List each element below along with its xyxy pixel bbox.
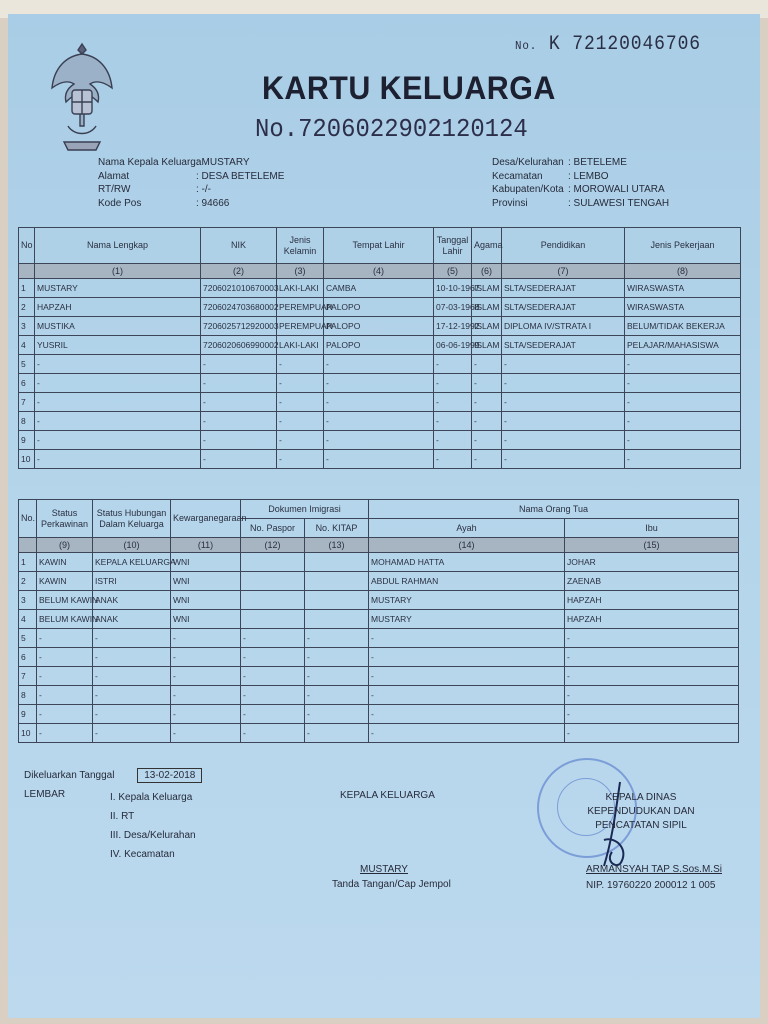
col-index: (2) — [201, 264, 277, 279]
col-index: (11) — [171, 538, 241, 553]
column-index-row — [19, 264, 741, 279]
table-cell: WIRASWASTA — [625, 279, 741, 298]
table-cell: - — [472, 431, 502, 450]
info-label: RT/RW — [98, 184, 131, 195]
table-cell: - — [93, 667, 171, 686]
table-row — [19, 705, 739, 724]
table-cell: 3 — [19, 317, 35, 336]
col-header: Jenis Pekerjaan — [625, 228, 741, 264]
table-cell: PEREMPUAN — [277, 298, 324, 317]
table-cell: BELUM KAWIN — [37, 610, 93, 629]
table-cell: - — [434, 431, 472, 450]
official-nip: NIP. 19760220 200012 1 005 — [586, 880, 716, 891]
table-cell — [241, 610, 305, 629]
info-row — [98, 156, 284, 170]
lembar-item: I. Kepala Keluarga — [110, 792, 193, 803]
col-index: (12) — [241, 538, 305, 553]
info-value: : MUSTARY — [196, 157, 250, 168]
info-value: : BETELEME — [568, 157, 627, 168]
table-cell — [305, 610, 369, 629]
table-cell: - — [565, 629, 739, 648]
table-cell: PELAJAR/MAHASISWA — [625, 336, 741, 355]
table-cell: - — [625, 431, 741, 450]
garuda-emblem-icon — [46, 38, 118, 158]
table-cell: BELUM/TIDAK BEKERJA — [625, 317, 741, 336]
table-cell: 10 — [19, 450, 35, 469]
table-cell: ISTRI — [93, 572, 171, 591]
table-cell: WNI — [171, 553, 241, 572]
table-cell: - — [565, 705, 739, 724]
table-cell: - — [565, 667, 739, 686]
table-cell: - — [625, 355, 741, 374]
table-cell: - — [369, 629, 565, 648]
info-label: Provinsi — [492, 197, 528, 209]
table-cell: PALOPO — [324, 317, 434, 336]
table-cell: - — [565, 724, 739, 743]
table-cell — [241, 553, 305, 572]
table-cell: WNI — [171, 591, 241, 610]
table-cell: 8 — [19, 412, 35, 431]
table-header-row — [19, 500, 739, 519]
table-row — [19, 724, 739, 743]
table-cell: - — [93, 629, 171, 648]
table-cell: - — [241, 629, 305, 648]
table-cell: - — [241, 667, 305, 686]
table-cell: ISLAM — [472, 298, 502, 317]
table-cell: - — [35, 374, 201, 393]
issued-date — [24, 768, 202, 783]
table-cell: 5 — [19, 629, 37, 648]
table-cell: MUSTIKA — [35, 317, 201, 336]
table-cell: - — [93, 724, 171, 743]
col-header: Status Perkawinan — [37, 500, 93, 538]
table-cell: - — [324, 431, 434, 450]
table-cell: - — [277, 393, 324, 412]
table-cell: - — [472, 355, 502, 374]
table-cell: - — [37, 724, 93, 743]
table-cell: - — [434, 374, 472, 393]
table-cell: SLTA/SEDERAJAT — [502, 336, 625, 355]
table-cell: - — [277, 450, 324, 469]
table-row — [19, 393, 741, 412]
table-cell: - — [171, 629, 241, 648]
table-cell: - — [93, 705, 171, 724]
issued-label: Dikeluarkan Tanggal — [24, 770, 115, 781]
info-label: Kecamatan — [492, 170, 543, 182]
info-row — [98, 197, 284, 211]
table-cell: - — [625, 393, 741, 412]
table-row — [19, 686, 739, 705]
table-cell: MOHAMAD HATTA — [369, 553, 565, 572]
table-cell: - — [277, 374, 324, 393]
table-cell: ISLAM — [472, 279, 502, 298]
table-cell: 6 — [19, 374, 35, 393]
table-row — [19, 648, 739, 667]
table-cell: - — [565, 648, 739, 667]
table-cell: - — [277, 355, 324, 374]
table-cell: 1 — [19, 553, 37, 572]
table-row — [19, 355, 741, 374]
issued-value: 13-02-2018 — [137, 768, 202, 783]
col-index: (1) — [35, 264, 201, 279]
col-index: (3) — [277, 264, 324, 279]
info-label: Nama Kepala Keluarga — [98, 157, 202, 168]
table-cell: - — [241, 686, 305, 705]
table-cell: WNI — [171, 572, 241, 591]
lembar-label: LEMBAR — [24, 789, 66, 800]
col-header: Status Hubungan Dalam Keluarga — [93, 500, 171, 538]
table-cell: - — [201, 393, 277, 412]
col-header: Pendidikan — [502, 228, 625, 264]
info-row — [492, 183, 669, 197]
table-cell: - — [35, 450, 201, 469]
info-value: : LEMBO — [568, 170, 609, 182]
table-cell: - — [277, 431, 324, 450]
table-cell: - — [37, 667, 93, 686]
col-header: Jenis Kelamin — [277, 228, 324, 264]
table-cell: - — [324, 393, 434, 412]
table-cell: - — [369, 686, 565, 705]
table-row — [19, 450, 741, 469]
table-row — [19, 336, 741, 355]
table-cell: - — [625, 374, 741, 393]
table-cell: - — [502, 450, 625, 469]
table-cell: MUSTARY — [369, 591, 565, 610]
info-label: Desa/Kelurahan — [492, 157, 564, 168]
col-header: Tempat Lahir — [324, 228, 434, 264]
table-header-row — [19, 228, 741, 264]
col-header: No — [19, 228, 35, 264]
table-row — [19, 431, 741, 450]
table-cell: 10 — [19, 724, 37, 743]
info-label: Kabupaten/Kota — [492, 184, 564, 195]
info-value: : -/- — [196, 184, 211, 195]
table-cell: - — [305, 667, 369, 686]
table-cell: - — [324, 412, 434, 431]
table-cell: - — [472, 412, 502, 431]
table-cell: PALOPO — [324, 336, 434, 355]
table-cell: - — [369, 724, 565, 743]
col-header: No. KITAP — [305, 519, 369, 538]
info-row — [492, 197, 669, 211]
table-row — [19, 298, 741, 317]
table-cell: 06-06-1999 — [434, 336, 472, 355]
table-cell: - — [324, 355, 434, 374]
table-cell: - — [35, 412, 201, 431]
col-index: (14) — [369, 538, 565, 553]
table-cell: 8 — [19, 686, 37, 705]
table-cell: - — [305, 686, 369, 705]
table-cell: - — [369, 705, 565, 724]
table-cell: ABDUL RAHMAN — [369, 572, 565, 591]
table-cell: 9 — [19, 431, 35, 450]
table-row — [19, 610, 739, 629]
table-cell: - — [502, 374, 625, 393]
table-cell: - — [37, 686, 93, 705]
page-title: KARTU KELUARGA — [262, 70, 556, 106]
info-label: Alamat — [98, 170, 130, 182]
col-index: (5) — [434, 264, 472, 279]
col-header: NIK — [201, 228, 277, 264]
col-index — [19, 538, 37, 553]
col-header: Agama — [472, 228, 502, 264]
official-title-line: KEPALA DINAS KEPENDUDUKAN DAN — [587, 792, 695, 817]
table-cell: 3 — [19, 591, 37, 610]
official-name: ARMANSYAH TAP S.Sos.M.Si — [586, 864, 722, 875]
table-cell: 7206025712920003 — [201, 317, 277, 336]
table-cell: - — [171, 686, 241, 705]
table-cell: KAWIN — [37, 553, 93, 572]
serial-prefix: No. — [515, 39, 538, 53]
table-cell: KEPALA KELUARGA — [93, 553, 171, 572]
table-cell: HAPZAH — [565, 610, 739, 629]
card-number: No.7206022902120124 — [255, 114, 528, 144]
table-cell: HAPZAH — [565, 591, 739, 610]
table-cell: - — [171, 667, 241, 686]
table-cell: - — [171, 648, 241, 667]
table-cell: ISLAM — [472, 317, 502, 336]
table-row — [19, 667, 739, 686]
table-row — [19, 572, 739, 591]
table-row — [19, 279, 741, 298]
table-cell — [241, 572, 305, 591]
col-header: Kewarganegaraan — [171, 500, 241, 538]
table-cell: - — [201, 374, 277, 393]
table-cell — [305, 572, 369, 591]
table-cell: - — [35, 431, 201, 450]
table-cell: MUSTARY — [35, 279, 201, 298]
col-header: No. — [19, 500, 37, 538]
col-header: Tanggal Lahir — [434, 228, 472, 264]
family-members-body — [19, 279, 741, 469]
table-cell: - — [37, 648, 93, 667]
table-row — [19, 412, 741, 431]
table-cell: 5 — [19, 355, 35, 374]
col-header: Nama Orang Tua — [369, 500, 739, 519]
serial-number — [515, 33, 701, 56]
table-cell: - — [201, 431, 277, 450]
table-cell: - — [324, 374, 434, 393]
table-cell: - — [35, 355, 201, 374]
table-row — [19, 591, 739, 610]
table-cell: - — [305, 724, 369, 743]
table-cell: 2 — [19, 298, 35, 317]
table-cell: - — [201, 450, 277, 469]
table-cell: ZAENAB — [565, 572, 739, 591]
col-index: (13) — [305, 538, 369, 553]
table-cell: - — [369, 648, 565, 667]
col-header: Ayah — [369, 519, 565, 538]
right-info — [492, 156, 669, 210]
info-row — [98, 170, 284, 184]
col-index: (7) — [502, 264, 625, 279]
col-header: Dokumen Imigrasi — [241, 500, 369, 519]
table-cell: - — [625, 450, 741, 469]
table-cell: - — [171, 705, 241, 724]
table-cell: - — [369, 667, 565, 686]
col-index: (9) — [37, 538, 93, 553]
table-cell: - — [201, 412, 277, 431]
table-cell: DIPLOMA IV/STRATA I — [502, 317, 625, 336]
table-cell: 4 — [19, 610, 37, 629]
left-info — [98, 156, 284, 210]
table-cell: - — [502, 355, 625, 374]
table-cell: - — [502, 412, 625, 431]
head-name: MUSTARY — [360, 864, 408, 875]
table-cell: - — [201, 355, 277, 374]
table-cell: - — [434, 355, 472, 374]
head-label: KEPALA KELUARGA — [340, 790, 435, 801]
col-index: (10) — [93, 538, 171, 553]
lembar-list — [110, 788, 196, 864]
table-row — [19, 629, 739, 648]
table-cell: - — [305, 648, 369, 667]
table-cell: SLTA/SEDERAJAT — [502, 279, 625, 298]
info-value: : MOROWALI UTARA — [568, 184, 665, 195]
table-cell: CAMBA — [324, 279, 434, 298]
table-cell: - — [241, 648, 305, 667]
table-cell: 9 — [19, 705, 37, 724]
table-cell: - — [305, 629, 369, 648]
table-cell: 7 — [19, 667, 37, 686]
column-index-row — [19, 538, 739, 553]
table-cell: - — [37, 629, 93, 648]
table-cell: - — [625, 412, 741, 431]
table-cell: 7206024703680002 — [201, 298, 277, 317]
table-cell: PEREMPUAN — [277, 317, 324, 336]
table-cell — [305, 553, 369, 572]
col-index: (6) — [472, 264, 502, 279]
table-row — [19, 374, 741, 393]
table-cell: - — [434, 412, 472, 431]
table-cell: - — [305, 705, 369, 724]
table-cell: PALOPO — [324, 298, 434, 317]
table-cell: ANAK — [93, 591, 171, 610]
table-cell: 10-10-1967 — [434, 279, 472, 298]
table-cell: - — [241, 705, 305, 724]
table-cell: - — [434, 450, 472, 469]
table-cell: 07-03-1968 — [434, 298, 472, 317]
table-cell: BELUM KAWIN — [37, 591, 93, 610]
info-row — [492, 156, 669, 170]
table-cell: - — [93, 686, 171, 705]
serial-value: K 72120046706 — [548, 33, 701, 56]
table-cell: - — [472, 374, 502, 393]
info-value: : DESA BETELEME — [196, 170, 285, 182]
table-cell: - — [565, 686, 739, 705]
table-cell: 2 — [19, 572, 37, 591]
table-cell: - — [502, 393, 625, 412]
table-cell: - — [171, 724, 241, 743]
table-cell: - — [241, 724, 305, 743]
table-cell: LAKI-LAKI — [277, 279, 324, 298]
table-cell: 1 — [19, 279, 35, 298]
family-members-table — [18, 227, 741, 469]
head-sign-label: Tanda Tangan/Cap Jempol — [332, 879, 451, 890]
family-status-table — [18, 499, 739, 743]
family-status-body — [19, 553, 739, 743]
col-index: (8) — [625, 264, 741, 279]
table-cell: - — [35, 393, 201, 412]
info-label: Kode Pos — [98, 197, 142, 209]
col-index: (4) — [324, 264, 434, 279]
table-cell: WNI — [171, 610, 241, 629]
table-cell — [305, 591, 369, 610]
table-cell: - — [502, 431, 625, 450]
table-cell: MUSTARY — [369, 610, 565, 629]
table-cell: WIRASWASTA — [625, 298, 741, 317]
table-cell: - — [472, 450, 502, 469]
table-cell: - — [472, 393, 502, 412]
col-header: No. Paspor — [241, 519, 305, 538]
lembar-item: IV. Kecamatan — [110, 849, 175, 860]
table-cell: SLTA/SEDERAJAT — [502, 298, 625, 317]
col-header: Nama Lengkap — [35, 228, 201, 264]
table-cell: 7206020606990002 — [201, 336, 277, 355]
table-cell: 7 — [19, 393, 35, 412]
table-cell: 7206021010670003 — [201, 279, 277, 298]
lembar-item: III. Desa/Kelurahan — [110, 830, 196, 841]
info-value: : 94666 — [196, 197, 230, 209]
info-value: : SULAWESI TENGAH — [568, 197, 670, 209]
col-index — [19, 264, 35, 279]
official-title — [566, 791, 716, 833]
info-row — [98, 183, 284, 197]
col-header: Ibu — [565, 519, 739, 538]
table-cell: - — [434, 393, 472, 412]
table-cell — [241, 591, 305, 610]
table-cell: 4 — [19, 336, 35, 355]
table-cell: KAWIN — [37, 572, 93, 591]
table-cell: - — [324, 450, 434, 469]
table-cell: - — [37, 705, 93, 724]
table-cell: 17-12-1992 — [434, 317, 472, 336]
table-cell: 6 — [19, 648, 37, 667]
official-title-line: PENCATATAN SIPIL — [595, 820, 687, 831]
info-row — [492, 170, 669, 184]
table-row — [19, 553, 739, 572]
table-row — [19, 317, 741, 336]
lembar-item: II. RT — [110, 811, 135, 822]
table-cell: ANAK — [93, 610, 171, 629]
table-cell: JOHAR — [565, 553, 739, 572]
col-index: (15) — [565, 538, 739, 553]
table-cell: HAPZAH — [35, 298, 201, 317]
table-cell: LAKI-LAKI — [277, 336, 324, 355]
table-cell: - — [93, 648, 171, 667]
table-cell: - — [277, 412, 324, 431]
table-cell: YUSRIL — [35, 336, 201, 355]
table-cell: ISLAM — [472, 336, 502, 355]
